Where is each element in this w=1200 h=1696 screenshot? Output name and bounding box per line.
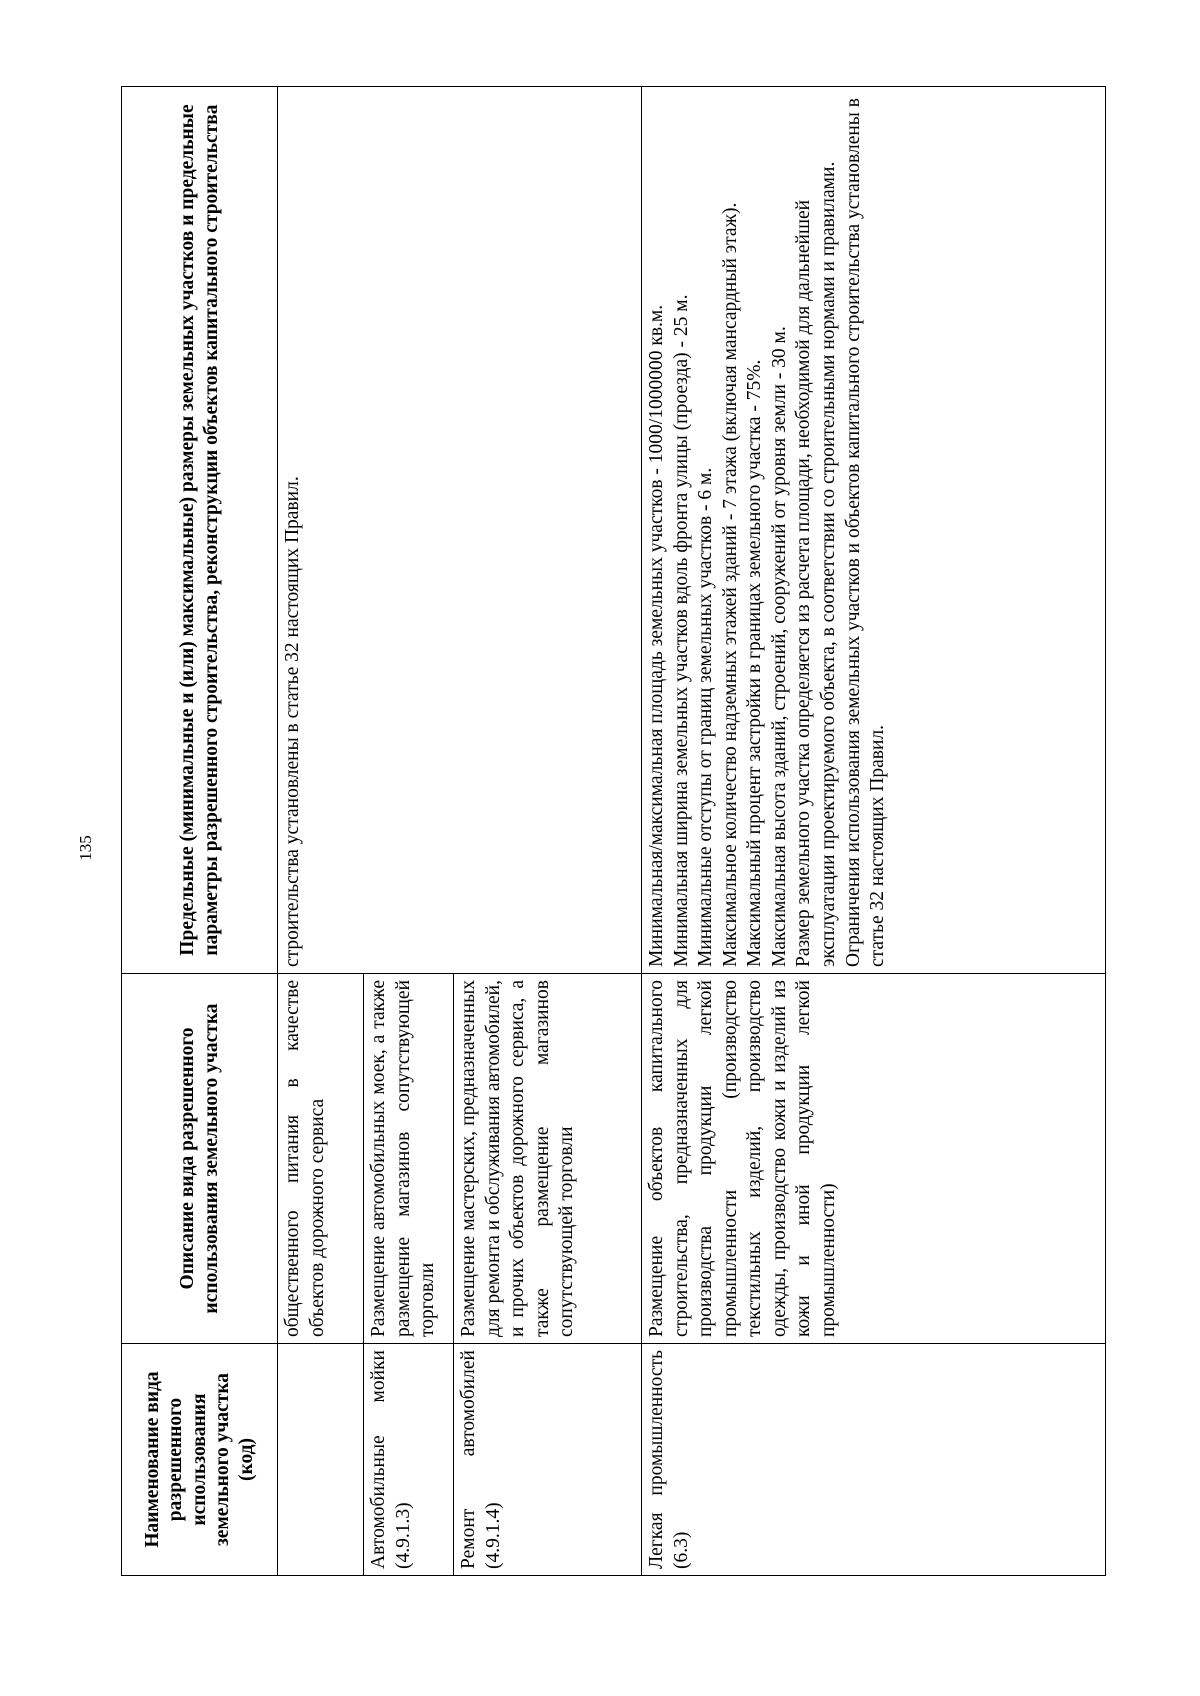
- limits-line: Максимальное количество надземных этажей зданий - 7 этажа (включая мансардный этаж).: [719, 202, 741, 967]
- limits-line: Максимальный процент застройки в границах земельного участка - 75%.: [744, 359, 766, 967]
- page-number: [76, 836, 96, 860]
- header-permitted-use-name: Наименование вида разрешенного использования земельного участка (код): [122, 1344, 278, 1576]
- page-number-text: 135: [76, 835, 95, 861]
- cell-use-description: Размещение мастерских, предназначенных для ремонта и обслуживания автомобилей, и прочих объектов дорожного сервиса, а также размещение магазинов сопутствующей торговли: [454, 974, 642, 1344]
- limits-line: строительства установлены в статье 32 настоящих Правил.: [282, 476, 303, 967]
- limits-line: Минимальная/максимальная площадь земельных участков - 1000/1000000 кв.м.: [646, 304, 667, 967]
- cell-use-name: Легкая промышленность (6.3): [642, 1344, 1106, 1576]
- zoning-table: [121, 86, 1106, 1576]
- header-permitted-use-description: Описание вида разрешенного использования земельного участка: [122, 974, 278, 1344]
- cell-use-description: Размещение автомобильных моек, а также размещение магазинов сопутствующей торговли: [364, 974, 454, 1344]
- cell-use-name: Автомобильные мойки (4.9.1.3): [364, 1344, 454, 1576]
- limits-line: Минимальные отступы от границ земельных участков - 6 м.: [695, 467, 717, 967]
- cell-limits: [642, 87, 1106, 974]
- limits-line: Размер земельного участка определяется из расчета площади, необходимой для дальнейшей эксплуатации проектируемого объекта, в соответствии со строительными нормами и правилами.: [793, 161, 839, 967]
- cell-use-name: [278, 1344, 364, 1576]
- cell-use-name: Ремонт автомобилей (4.9.1.4): [454, 1344, 642, 1576]
- table-row: [278, 87, 364, 1576]
- table-row: [642, 87, 1106, 1576]
- cell-limits-shared: [278, 87, 642, 974]
- table-header-row: [122, 87, 278, 1576]
- zoning-table-container: [121, 87, 1106, 1576]
- limits-line: Максимальная высота зданий, строений, сооружений от уровня земли - 30 м.: [768, 326, 790, 967]
- cell-use-description: общественного питания в качестве объектов дорожного сервиса: [278, 974, 364, 1344]
- limits-line: Ограничения использования земельных участков и объектов капитального строительства установлены в статье 32 настоящих Правил.: [842, 98, 889, 967]
- limits-line: Минимальная ширина земельных участков вдоль фронта улицы (проезда) - 25 м.: [670, 294, 692, 967]
- cell-use-description: Размещение объектов капитального строительства, предназначенных для производства продукции легкой промышленности (производство текстильных изделий, производство одежды, производство кожи и изделий из кожи и иной продукции легкой промышленности): [642, 974, 1106, 1344]
- header-limit-parameters: Предельные (минимальные и (или) максимальные) размеры земельных участков и предельные параметры разрешенного строительства, реконструкции объектов капитального строительства: [122, 87, 278, 974]
